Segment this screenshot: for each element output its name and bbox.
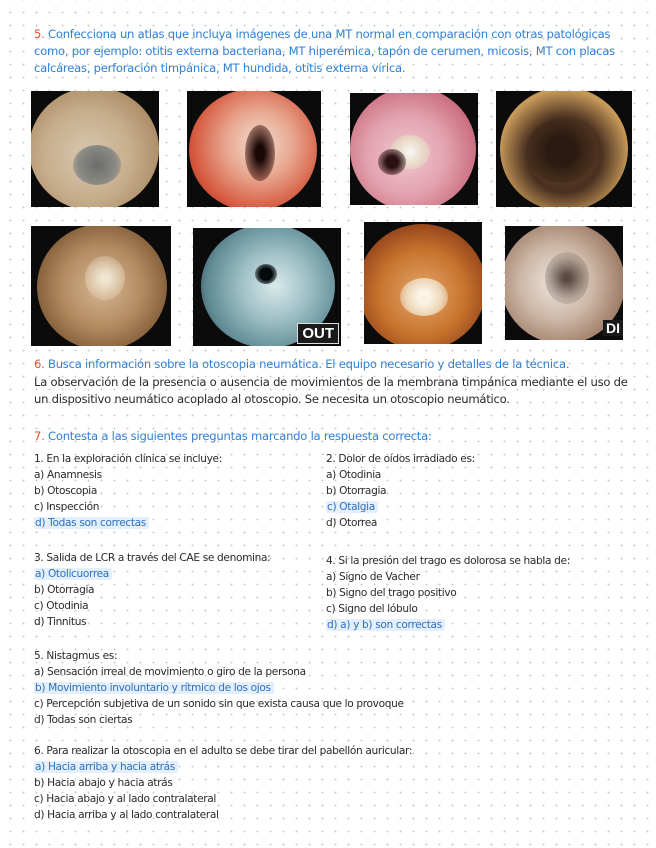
question-1 bbox=[34, 451, 222, 531]
question-5-title: 5. Nistagmus es: bbox=[34, 650, 118, 662]
question-1-option-c: c) Inspección bbox=[34, 501, 100, 513]
question-2-title: 2. Dolor de oídos irradiado es: bbox=[326, 453, 475, 465]
question-4-option-a: a) Signo de Vacher bbox=[326, 571, 420, 583]
eardrum-photo-mycosis bbox=[31, 226, 171, 346]
section-6-prompt bbox=[34, 357, 644, 371]
question-2 bbox=[326, 451, 475, 531]
question-4 bbox=[326, 553, 570, 633]
question-3-option-c: c) Otodinia bbox=[34, 600, 89, 612]
question-4-option-d-correct: d) a) y b) son correctas bbox=[326, 619, 445, 631]
eardrum-photo-cerumen bbox=[496, 91, 632, 207]
di-label: DI bbox=[603, 320, 623, 336]
question-3-option-d: d) Tinnitus bbox=[34, 616, 87, 628]
section-7-number: 7. bbox=[34, 429, 45, 443]
question-3-option-b: b) Otorragia bbox=[34, 584, 95, 596]
out-label: OUT bbox=[297, 323, 339, 344]
question-3-option-a-correct: a) Otolicuorrea bbox=[34, 568, 112, 580]
section-5-prompt bbox=[34, 26, 644, 77]
question-5-option-c: c) Percepción subjetiva de un sonido sin que exista causa que lo provoque bbox=[34, 698, 404, 710]
question-6-option-b: b) Hacia abajo y hacia atrás bbox=[34, 777, 173, 789]
question-1-title: 1. En la exploración clínica se incluye: bbox=[34, 453, 222, 465]
question-2-option-c-correct: c) Otalgia bbox=[326, 501, 378, 513]
question-6 bbox=[34, 743, 412, 823]
section-6-answer: La observación de la presencia o ausencia de movimientos de la membrana timpánica mediante el uso de un dispositivo neumático acoplado al otoscopio. Se necesita un otoscopio neumático. bbox=[34, 375, 628, 406]
question-4-option-c: c) Signo del lóbulo bbox=[326, 603, 418, 615]
section-6-number: 6. bbox=[34, 357, 45, 371]
question-1-option-d-correct: d) Todas son correctas bbox=[34, 517, 149, 529]
question-3 bbox=[34, 550, 270, 630]
eardrum-photo-perforation bbox=[193, 228, 341, 346]
section-7-text: Contesta a las siguientes preguntas marcando la respuesta correcta: bbox=[48, 429, 432, 443]
section-5-number: 5. bbox=[34, 27, 45, 41]
question-1-option-b: b) Otoscopia bbox=[34, 485, 97, 497]
question-4-title: 4. Si la presión del trago es dolorosa se habla de: bbox=[326, 555, 570, 567]
eardrum-photo-normal bbox=[31, 91, 159, 207]
question-5 bbox=[34, 648, 404, 728]
question-6-option-d: d) Hacia arriba y al lado contralateral bbox=[34, 809, 219, 821]
question-5-option-b-correct: b) Movimiento involuntario y rítmico de los ojos bbox=[34, 682, 274, 694]
question-1-option-a: a) Anamnesis bbox=[34, 469, 102, 481]
question-6-title: 6. Para realizar la otoscopia en el adulto se debe tirar del pabellón auricular: bbox=[34, 745, 413, 757]
question-3-title: 3. Salida de LCR a través del CAE se denomina: bbox=[34, 552, 271, 564]
question-2-option-d: d) Otorrea bbox=[326, 517, 377, 529]
eardrum-photo-hyperemic bbox=[350, 93, 478, 205]
eardrum-photo-bacterial-otitis bbox=[187, 91, 321, 207]
eardrum-photo-calcareous bbox=[364, 222, 482, 344]
section-5-text: Confecciona un atlas que incluya imágenes de una MT normal en comparación con otras patológicas como, por ejemplo: otitis externa bacteriana, MT hiperémica, tapón de cerumen, micosis, MT con placas calcáreas, perforación timpánica, MT hundida, otitis externa vírica. bbox=[34, 27, 615, 75]
question-5-option-d: d) Todas son ciertas bbox=[34, 714, 133, 726]
question-6-option-a-correct: a) Hacia arriba y hacia atrás bbox=[34, 761, 178, 773]
question-2-option-b: b) Otorragia bbox=[326, 485, 387, 497]
eardrum-photo-retracted bbox=[505, 226, 623, 340]
section-7-prompt bbox=[34, 429, 644, 443]
question-2-option-a: a) Otodinia bbox=[326, 469, 381, 481]
question-4-option-b: b) Signo del trago positivo bbox=[326, 587, 457, 599]
question-6-option-c: c) Hacia abajo y al lado contralateral bbox=[34, 793, 216, 805]
section-6-text: Busca información sobre la otoscopia neumática. El equipo necesario y detalles de la técnica. bbox=[48, 357, 570, 371]
question-5-option-a: a) Sensación irreal de movimiento o giro de la persona bbox=[34, 666, 306, 678]
